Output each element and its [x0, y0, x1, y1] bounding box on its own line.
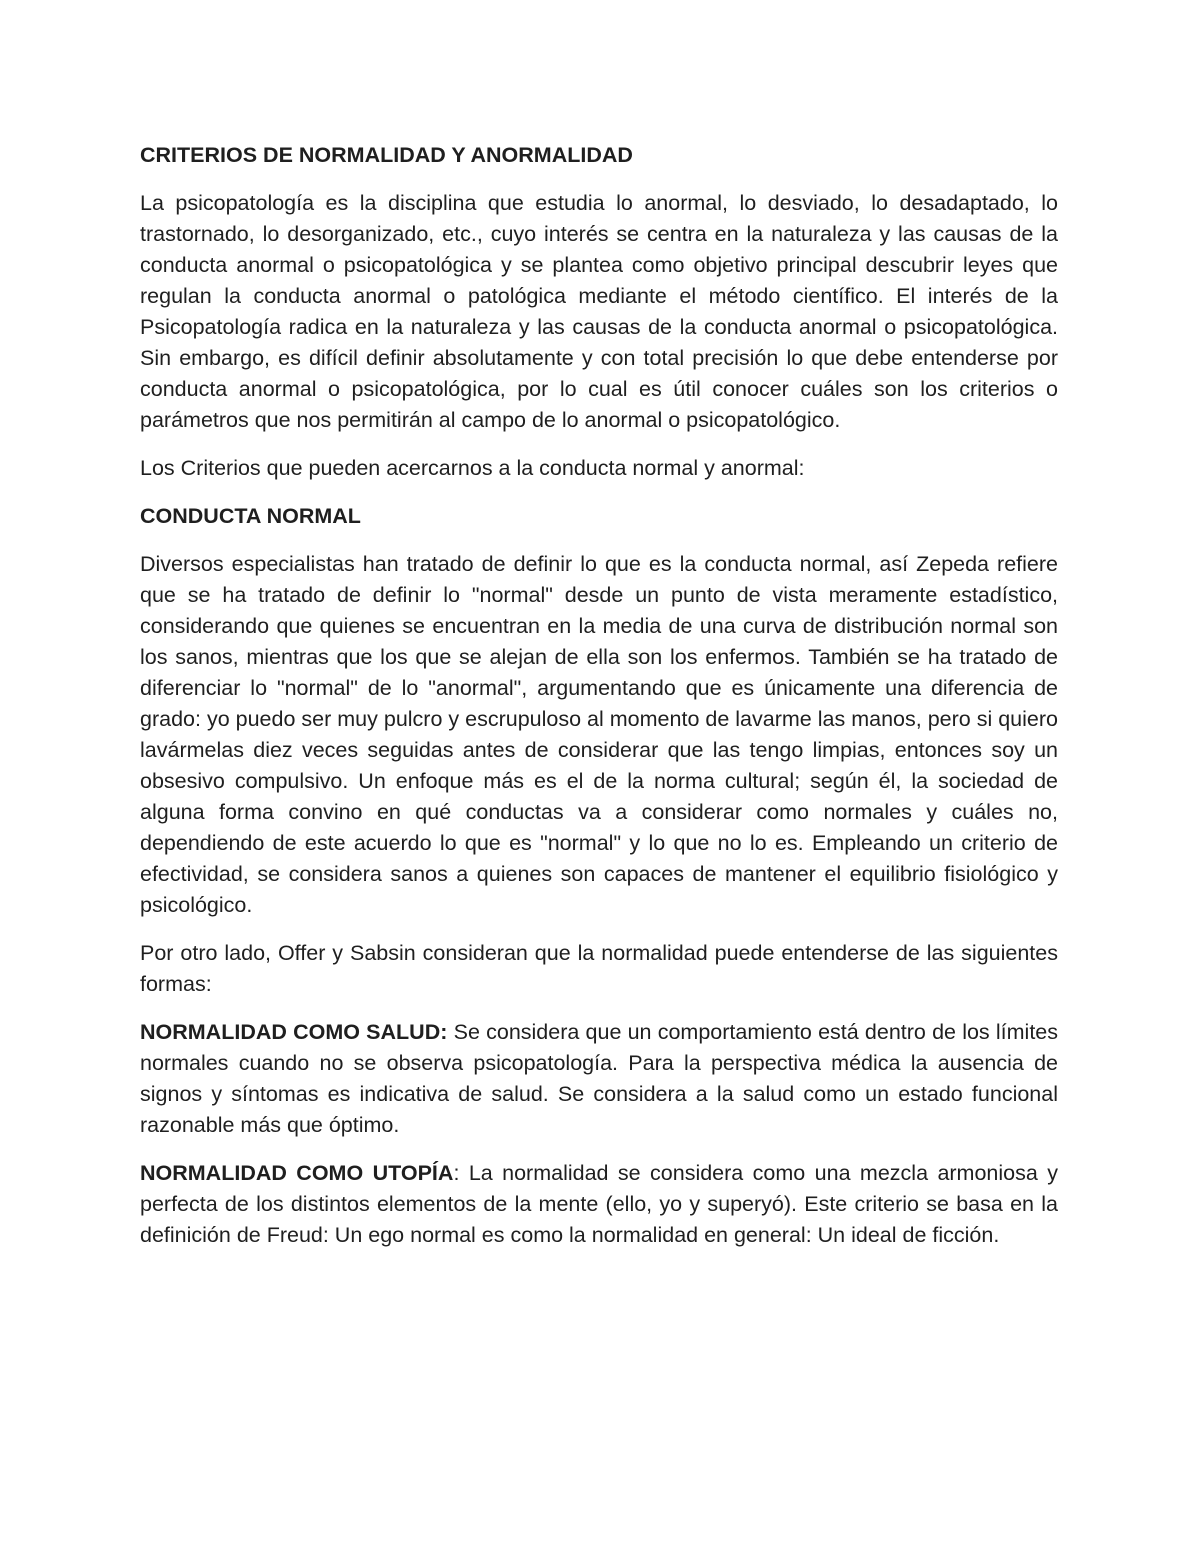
normalidad-salud-label: NORMALIDAD COMO SALUD: — [140, 1020, 448, 1044]
document-page — [140, 140, 1058, 1268]
normalidad-salud-paragraph — [140, 1017, 1058, 1141]
conducta-normal-paragraph: Diversos especialistas han tratado de definir lo que es la conducta normal, así Zepeda refiere que se ha tratado de definir lo "normal" desde un punto de vista meramente estadístico, considerando que quienes se encuentran en la media de una curva de distribución normal son los sanos, mientras que los que se alejan de ella son los enfermos. También se ha tratado de diferenciar lo "normal" de lo "anormal", argumentando que es únicamente una diferencia de grado: yo puedo ser muy pulcro y escrupuloso al momento de lavarme las manos, pero si quiero lavármelas diez veces seguidas antes de considerar que las tengo limpias, entonces soy un obsesivo compulsivo. Un enfoque más es el de la norma cultural; según él, la sociedad de alguna forma convino en qué conductas va a considerar como normales y cuáles no, dependiendo de este acuerdo lo que es "normal" y lo que no lo es. Empleando un criterio de efectividad, se considera sanos a quienes son capaces de mantener el equilibrio fisiológico y psicológico. — [140, 552, 1058, 917]
normalidad-utopia-text: : La normalidad se considera como una mezcla armoniosa y perfecta de los distintos elementos de la mente (ello, yo y superyó). Este criterio se basa en la definición de Freud: Un ego normal es como la normalidad en general: Un ideal de ficción. — [140, 1161, 1058, 1247]
section-heading-conducta-normal: CONDUCTA NORMAL — [140, 504, 361, 528]
normalidad-utopia-label: NORMALIDAD COMO UTOPÍA — [140, 1161, 454, 1185]
intro-paragraph: La psicopatología es la disciplina que estudia lo anormal, lo desviado, lo desadaptado, lo trastornado, lo desorganizado, etc., cuyo interés se centra en la naturaleza y las causas de la conducta anormal o psicopatológica y se plantea como objetivo principal descubrir leyes que regulan la conducta anormal o patológica mediante el método científico. El interés de la Psicopatología radica en la naturaleza y las causas de la conducta anormal o psicopatológica. Sin embargo, es difícil definir absolutamente y con total precisión lo que debe entenderse por conducta anormal o psicopatológica, por lo cual es útil conocer cuáles son los criterios o parámetros que nos permitirán al campo de lo anormal o psicopatológico. — [140, 191, 1058, 432]
normalidad-salud-text: Se considera que un comportamiento está dentro de los límites normales cuando no se observa psicopatología. Para la perspectiva médica la ausencia de signos y síntomas es indicativa de salud. Se considera a la salud como un estado funcional razonable más que óptimo. — [140, 1020, 1058, 1137]
normalidad-utopia-paragraph — [140, 1158, 1058, 1251]
criteria-paragraph: Los Criterios que pueden acercarnos a la conducta normal y anormal: — [140, 456, 805, 480]
document-title: CRITERIOS DE NORMALIDAD Y ANORMALIDAD — [140, 143, 633, 167]
offer-sabsin-paragraph: Por otro lado, Offer y Sabsin consideran que la normalidad puede entenderse de las siguientes formas: — [140, 941, 1058, 996]
